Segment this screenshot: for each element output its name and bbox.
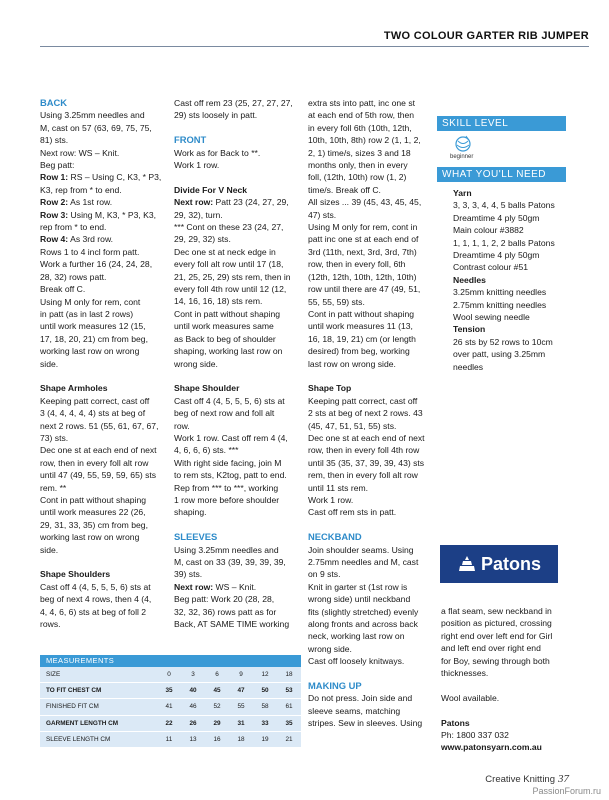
measurement-value: 33 [253, 715, 277, 731]
text-line: over patt, using 3.25mm [453, 349, 546, 360]
text-line: at each end of 5th row, then [308, 110, 415, 121]
row-3: Row 3: Using M, K3, * P3, K3, [40, 209, 157, 220]
text-line: 21, 25, 25, 29) sts rem, then in [174, 271, 291, 282]
text-line: Wool sewing needle [453, 312, 530, 323]
text-line: M, cast on 57 (63, 69, 75, 75, [40, 122, 152, 133]
page-footer [485, 773, 569, 785]
text-line: rem, then in every foll alt row [308, 470, 418, 481]
text-line: M, cast on 33 (39, 39, 39, 39, [174, 556, 286, 567]
text-line: Work 1 row. [174, 160, 220, 171]
column-1 [40, 97, 164, 630]
text-line: as Back to beg of shoulder [174, 333, 276, 344]
text-line: until 47 (49, 55, 59, 59, 65) sts [40, 470, 157, 481]
page-number: 37 [558, 773, 569, 785]
measurement-value: 3 [181, 667, 205, 683]
measurement-value: 9 [229, 667, 253, 683]
row-4: Row 4: As 3rd row. [40, 234, 114, 245]
measurement-value: 46 [181, 699, 205, 715]
watermark: PassionForum.ru [532, 786, 601, 796]
measurement-value: 26 [181, 715, 205, 731]
patons-logo [440, 545, 558, 583]
measurement-value: 52 [205, 699, 229, 715]
text-line: to rem sts, K2tog, patt to end. [174, 470, 287, 481]
measurement-value: 0 [157, 667, 181, 683]
measurement-value: 58 [253, 699, 277, 715]
text-line: Using 3.25mm needles and [174, 544, 279, 555]
measurement-label: GARMENT LENGTH CM [40, 715, 157, 731]
measurement-row [40, 715, 301, 731]
armholes-body [40, 395, 164, 556]
shape-top-heading: Shape Top [308, 383, 352, 394]
measurement-value: 22 [157, 715, 181, 731]
text-line: 29) sts loosely in patt. [174, 110, 258, 121]
text-line: 4, 6, 6, 6) sts. *** [174, 445, 239, 456]
measurement-label: SIZE [40, 667, 157, 683]
measurement-value: 13 [181, 731, 205, 747]
back-intro [40, 109, 164, 171]
shape-shoulder-heading: Shape Shoulder [174, 383, 240, 394]
text-line: and left end over right end [441, 643, 541, 654]
text-line: 16, 18, 19, 21) cm (or length [308, 333, 416, 344]
text-line: 10th, 10th, 8th) row 2 (1, 1, 2, [308, 135, 421, 146]
measurement-value: 53 [277, 683, 301, 699]
measurement-label: FINISHED FIT CM [40, 699, 157, 715]
sleeves-next-row: Next row: WS – Knit. [174, 581, 257, 592]
text-line: needles [453, 361, 484, 372]
text-line: Cont in patt without shaping [174, 308, 281, 319]
text-line: Knit in garter st (1st row is [308, 581, 408, 592]
patons-contact-heading: Patons [441, 717, 470, 728]
text-line: side. [40, 358, 59, 369]
text-line: Rep from *** to ***, working [174, 482, 279, 493]
text-line: 39) sts. [174, 569, 203, 580]
text-line: Contrast colour #51 [453, 262, 528, 273]
text-line: working last row on wrong [40, 346, 140, 357]
text-line: every foll alt row until 17 (18, [174, 259, 284, 270]
text-line: foll, (12th, 10th) row (1, 2) [308, 172, 407, 183]
back-heading: BACK [40, 97, 68, 108]
measurement-value: 47 [229, 683, 253, 699]
text-line: With right side facing, join M [174, 457, 282, 468]
column-4 [441, 605, 565, 754]
text-line: 32, 32, 36) rows patt as for [174, 606, 277, 617]
text-line: 3.25mm knitting needles [453, 287, 547, 298]
text-line: along fronts and across back [308, 619, 418, 630]
text-line: Using 3.25mm needles and [40, 110, 145, 121]
text-line: Cast off rem sts in patt. [308, 507, 397, 518]
measurement-value: 19 [253, 731, 277, 747]
measurement-value: 31 [229, 715, 253, 731]
text-line: row, then in every foll 4th row [308, 445, 420, 456]
neckband-body [308, 544, 432, 668]
text-line: Dec one st at each end of next [40, 445, 157, 456]
text-line: 1, 1, 1, 1, 2, 2 balls Patons [453, 237, 555, 248]
text-line: Keeping patt correct, cast off [40, 395, 150, 406]
row-1-cont: K3, rep from * to end. [40, 184, 122, 195]
front-body [174, 147, 298, 172]
text-line: Cont in patt without shaping [40, 494, 147, 505]
measurement-label: SLEEVE LENGTH CM [40, 731, 157, 747]
text-line: 14, 16, 16, 18) sts rem. [174, 296, 263, 307]
text-line: until work measures 11 (13, [308, 321, 413, 332]
text-line: a flat seam, sew neckband in [441, 606, 552, 616]
text-line: 73) sts. [40, 432, 69, 443]
what-you-need-label: WHAT YOU'LL NEED [437, 167, 566, 182]
yarn-list [453, 199, 561, 273]
text-line: Do not press. Join side and [308, 693, 413, 704]
sleeves-heading: SLEEVES [174, 531, 218, 543]
making-up-heading: MAKING UP [308, 680, 362, 692]
measurement-value: 6 [205, 667, 229, 683]
text-line: in every foll 6th (10th, 12th, [308, 122, 412, 133]
vneck-next-row: Next row: Patt 23 (24, 27, 29, [174, 197, 289, 208]
text-line: right end over left end for Girl [441, 630, 553, 641]
text-line: Cast off 4 (4, 5, 5, 5, 6) sts at [174, 395, 285, 406]
text-line: Work 1 row. Cast off rem 4 (4, [174, 432, 288, 443]
text-line: time/s. Break off C. [308, 184, 381, 195]
sleeve-cont [308, 97, 432, 370]
measurement-value: 18 [277, 667, 301, 683]
text-line: shaping, working last row on [174, 346, 283, 357]
sidebar-materials [453, 187, 561, 373]
patons-website[interactable]: www.patonsyarn.com.au [441, 742, 542, 753]
text-line: Dreamtime 4 ply 50gm [453, 250, 540, 261]
text-line: beg of next 4 rows, then 4 (4, [40, 594, 152, 605]
measurement-value: 21 [277, 731, 301, 747]
text-line: fits (slightly stretched) evenly [308, 606, 419, 617]
text-line: side. [40, 544, 59, 555]
measurement-value: 41 [157, 699, 181, 715]
row-3-cont: rep from * to end. [40, 222, 107, 233]
text-line: *** Cont on these 23 (24, 27, [174, 222, 284, 233]
measurements-table [40, 667, 301, 748]
text-line: (45, 47, 51, 51, 55) sts. [308, 420, 397, 431]
vneck-body [174, 209, 298, 370]
measurement-value: 29 [205, 715, 229, 731]
text-line: Dec one st at each end of next [308, 432, 425, 443]
text-line: desired) from beg, working [308, 346, 410, 357]
text-line: beg of next row and foll alt [174, 408, 275, 419]
measurement-value: 12 [253, 667, 277, 683]
column-2 [174, 97, 298, 630]
shoulders-heading: Shape Shoulders [40, 569, 111, 580]
text-line: Beg patt: Work 20 (28, 28, [174, 594, 275, 605]
measurement-value: 45 [205, 683, 229, 699]
text-line: row, then in every foll alt row [40, 457, 149, 468]
text-line: last row on wrong side. [308, 358, 396, 369]
text-line: 55, 55, 59) sts. [308, 296, 365, 307]
patons-emblem-icon [457, 554, 477, 574]
text-line: wrong side. [174, 358, 218, 369]
measurement-label: TO FIT CHEST CM [40, 683, 157, 699]
needles-heading: Needles [453, 274, 486, 285]
armholes-heading: Shape Armholes [40, 383, 108, 394]
text-line: 29, 29, 32) sts. [174, 234, 231, 245]
measurement-value: 50 [253, 683, 277, 699]
beginner-label: beginner [450, 154, 474, 160]
text-line: Cast off loosely knitways. [308, 656, 405, 667]
text-line: next 2 rows. 51 (55, 61, 67, 67, [40, 420, 159, 431]
text-line: 26 sts by 52 rows to 10cm [453, 336, 553, 347]
text-line: Next row: WS – Knit. [40, 147, 120, 158]
sleeves-rest [174, 593, 298, 630]
text-line: Dreamtime 4 ply 50gm [453, 212, 540, 223]
patons-phone: Ph: 1800 337 032 [441, 730, 509, 741]
text-line: until 11 sts rem. [308, 482, 369, 493]
text-line: until work measures 22 (26, [40, 507, 146, 518]
text-line: until 35 (35, 37, 39, 39, 43) sts [308, 457, 425, 468]
patons-logo-text: Patons [480, 553, 541, 574]
text-line: (12th, 12th, 10th, 12th, 10th) [308, 271, 417, 282]
magazine-name: Creative Knitting [485, 774, 555, 785]
text-line: Back, AT SAME TIME working [174, 619, 290, 629]
text-line: 2 sts at beg of next 2 rows. 43 [308, 408, 423, 419]
tension-list [453, 336, 561, 373]
measurement-row [40, 699, 301, 715]
measurement-value: 11 [157, 731, 181, 747]
text-line: sleeve seams, matching [308, 705, 401, 716]
text-line: 3 (4, 4, 4, 4, 4) sts at beg of [40, 408, 146, 419]
text-line: for Boy, sewing through both [441, 655, 550, 666]
wool-available: Wool available. [441, 692, 500, 703]
text-line: working last row on wrong [40, 532, 140, 543]
text-line: Keeping patt correct, cast off [308, 395, 418, 406]
cast-off-rem [174, 97, 298, 122]
text-line: neck, working last row on [308, 631, 405, 642]
skill-level-label: SKILL LEVEL [437, 116, 566, 131]
text-line: Cast off 4 (4, 5, 5, 5, 6) sts at [40, 581, 151, 592]
text-line: months only, then in every [308, 160, 408, 171]
text-line: Work 1 row. [308, 494, 354, 505]
text-line: 2, 1) time/s, sizes 3 and 18 [308, 147, 411, 158]
measurement-value: 40 [181, 683, 205, 699]
text-line: Beg patt: [40, 160, 75, 171]
measurement-value: 16 [205, 731, 229, 747]
text-line: 17, 18, 20, 21) cm from beg, [40, 333, 148, 344]
text-line: row. [174, 420, 190, 431]
text-line: 3rd (11th, next, 3rd, 3rd, 7th) [308, 246, 417, 257]
needles-list [453, 286, 561, 323]
text-line: Using M only for rem, cont in [308, 222, 418, 233]
text-line: wrong side. [308, 643, 352, 654]
text-line: Using M only for rem, cont [40, 296, 141, 307]
measurement-row [40, 683, 301, 699]
measurement-value: 35 [277, 715, 301, 731]
text-line: every foll 4th row until 12 (12, [174, 284, 287, 295]
shape-top-body [308, 395, 432, 519]
text-line: thicknesses. [441, 668, 489, 679]
vneck-heading: Divide For V Neck [174, 184, 248, 195]
text-line: stripes. Sew in sleeves. Using [308, 718, 423, 729]
measurement-value: 61 [277, 699, 301, 715]
measurement-row [40, 667, 301, 683]
text-line: shaping. [174, 507, 207, 518]
measurement-value: 35 [157, 683, 181, 699]
text-line: wrong side) until neckband [308, 594, 411, 605]
header-rule [40, 46, 589, 47]
text-line: All sizes ... 39 (45, 43, 45, 45, [308, 197, 422, 208]
neckband-heading: NECKBAND [308, 531, 362, 543]
column-3 [308, 97, 432, 730]
text-line: until work measures same [174, 321, 274, 332]
text-line: row until there are 47 (49, 51, [308, 284, 421, 295]
back-rest [40, 246, 164, 370]
text-line: 29, 31, 33, 35) cm from beg, [40, 519, 148, 530]
measurement-row [40, 731, 301, 747]
text-line: until work measures 12 (15, [40, 321, 146, 332]
tension-heading: Tension [453, 324, 486, 335]
text-line: Cast off rem 23 (25, 27, 27, 27, [174, 98, 293, 108]
text-line: rows. [40, 619, 61, 630]
text-line: 3, 3, 3, 4, 4, 5 balls Patons [453, 200, 555, 211]
measurement-value: 18 [229, 731, 253, 747]
sleeves-body [174, 544, 298, 581]
text-line: Rows 1 to 4 incl form patt. [40, 246, 140, 257]
text-line: in patt (as in last 2 rows) [40, 308, 134, 319]
page-header-title: TWO COLOUR GARTER RIB JUMPER [383, 30, 589, 42]
text-line: 2.75mm knitting needles [453, 299, 547, 310]
text-line: on 9 sts. [308, 569, 341, 580]
text-line: Cont in patt without shaping [308, 308, 415, 319]
text-line: 81) sts. [40, 135, 69, 146]
text-line: Dec one st at neck edge in [174, 246, 276, 257]
text-line: rem. ** [40, 482, 67, 493]
text-line: 2.75mm needles and M, cast [308, 557, 419, 567]
text-line: Work a further 16 (24, 24, 28, [40, 259, 153, 270]
text-line: Work as for Back to **. [174, 147, 261, 158]
text-line: 47) sts. [308, 209, 337, 220]
text-line: row, then in every foll, 6th [308, 259, 406, 270]
measurements-title: MEASUREMENTS [40, 655, 301, 667]
text-line: 28, 32) rows patt. [40, 271, 107, 282]
yarn-heading: Yarn [453, 188, 472, 198]
row-2: Row 2: As 1st row. [40, 197, 113, 208]
row-1: Row 1: RS – Using C, K3, * P3, [40, 172, 162, 183]
making-up-body [308, 692, 432, 729]
text-line: Break off C. [40, 284, 86, 295]
shape-shoulder-body [174, 395, 298, 519]
text-line: Main colour #3882 [453, 225, 524, 236]
text-line: 1 row more before shoulder [174, 494, 280, 505]
text-line: 4, 4, 6, 6) sts at beg of foll 2 [40, 606, 147, 617]
text-line: extra sts into patt, inc one st [308, 98, 415, 108]
front-heading: FRONT [174, 134, 207, 146]
text-line: Join shoulder seams. Using [308, 544, 414, 555]
making-up-cont [441, 605, 565, 679]
measurement-value: 55 [229, 699, 253, 715]
text-line: 29, 32), turn. [174, 209, 223, 220]
text-line: position as pictured, crossing [441, 618, 552, 629]
shoulders-body [40, 581, 164, 631]
text-line: patt inc one st at each end of [308, 234, 419, 245]
